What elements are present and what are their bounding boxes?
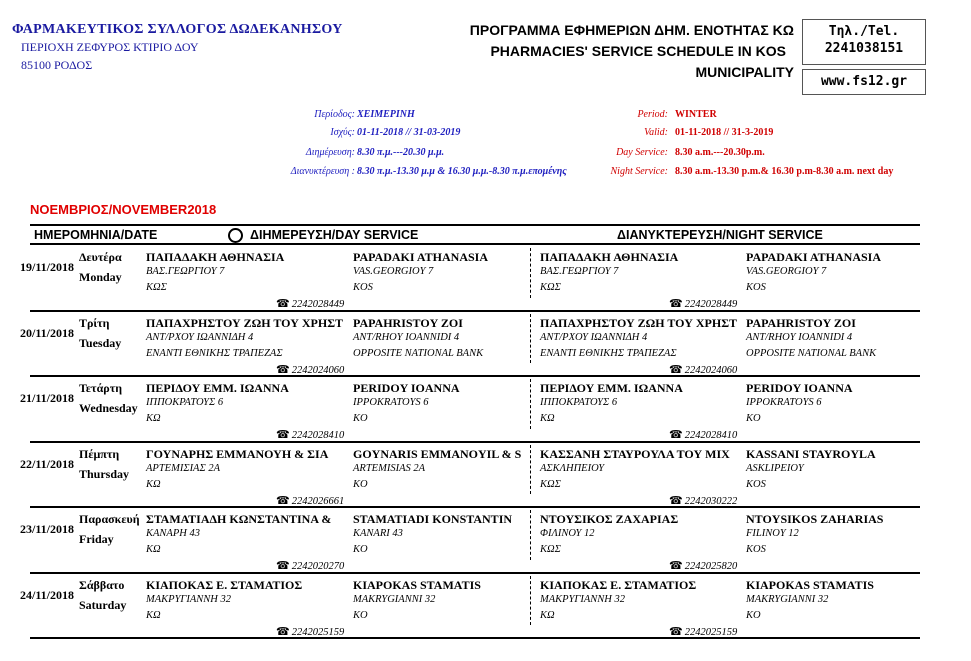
tel-label: Τηλ./Tel. — [828, 24, 900, 39]
night-pharmacy-phone — [669, 625, 737, 638]
night-pharmacy-address-gr: ΙΠΠΟΚΡΑΤΟΥΣ 6 — [540, 397, 618, 408]
header-date: ΗΜΕΡΟΜΗΝΙΑ/DATE — [34, 228, 158, 242]
phone-number: 2242028410 — [291, 430, 345, 441]
phone-icon: ☎ — [276, 429, 290, 441]
row-date: 22/11/2018 — [20, 456, 75, 471]
night-pharmacy-city-gr: ΚΩ — [540, 413, 555, 424]
phone-number: 2242024060 — [291, 364, 345, 376]
night-pharmacy-name-en: NTOYSIKOS ZAHARIAS — [746, 512, 884, 526]
period-gr-value: 01-11-2018 // 31-03-2019 — [357, 127, 461, 138]
night-pharmacy-phone — [669, 559, 737, 572]
night-pharmacy-name-gr: ΚΙΑΠΟΚΑΣ Ε. ΣΤΑΜΑΤΙΟΣ — [540, 577, 697, 592]
day-pharmacy-name-en: KIAPOKAS STAMATIS — [353, 577, 481, 592]
night-pharmacy-address-en: FILINOY 12 — [746, 528, 799, 539]
row-day-en: Saturday — [79, 597, 127, 612]
night-pharmacy-name-en: PAPADAKI ATHANASIA — [746, 250, 882, 264]
phone-number: 2242025159 — [684, 626, 738, 638]
phone-icon: ☎ — [276, 363, 290, 376]
day-pharmacy-city-gr: ΕΝΑΝΤΙ ΕΘΝΙΚΗΣ ΤΡΑΠΕΖΑΣ — [146, 347, 283, 359]
circle-icon — [228, 228, 243, 243]
period-gr-label: Ισχύς: — [330, 127, 355, 138]
row-day-gr: Σάββατο — [79, 577, 125, 592]
night-pharmacy-name-en: PERIDOY IOANNA — [746, 381, 853, 395]
night-pharmacy-city-en: KOS — [746, 478, 766, 490]
day-pharmacy-name-en: PERIDOY IOANNA — [353, 381, 460, 395]
org-name: ΦΑΡΜΑΚΕΥΤΙΚΟΣ ΣΥΛΛΟΓΟΣ ΔΩΔΕΚΑΝΗΣΟΥ — [12, 22, 343, 37]
day-pharmacy-phone — [276, 363, 344, 376]
night-pharmacy-phone — [669, 494, 737, 507]
day-pharmacy-address-en: VAS.GEORGIOY 7 — [353, 266, 434, 277]
phone-number: 2242028449 — [291, 299, 345, 310]
period-gr-value: 8.30 π.μ.---20.30 μ.μ. — [357, 147, 445, 158]
row-day-gr: Πέμπτη — [79, 446, 120, 461]
service-separator — [530, 248, 531, 298]
row-divider — [30, 375, 920, 377]
night-pharmacy-city-en: OPPOSITE NATIONAL BANK — [746, 347, 877, 359]
period-gr-label: Διημέρευση: — [305, 147, 355, 158]
day-pharmacy-name-en: GOYNARIS EMMANOYIL & S — [353, 446, 522, 461]
phone-number: 2242024060 — [684, 364, 738, 376]
night-pharmacy-address-en: VAS.GEORGIOY 7 — [746, 266, 827, 277]
phone-icon: ☎ — [276, 494, 290, 507]
day-pharmacy-city-en: KO — [353, 478, 368, 490]
phone-icon: ☎ — [669, 494, 683, 507]
phone-icon: ☎ — [669, 298, 683, 310]
title-line3: MUNICIPALITY — [695, 64, 794, 80]
row-day-en: Tuesday — [79, 335, 122, 350]
night-pharmacy-address-gr: ΦΙΛΙΝΟΥ 12 — [540, 528, 595, 539]
period-en-label: Day Service: — [616, 147, 668, 158]
night-pharmacy-address-en: ASKLIPEIOY — [746, 462, 804, 474]
row-date: 24/11/2018 — [20, 587, 75, 602]
night-pharmacy-city-gr: ΚΩΣ — [540, 478, 561, 490]
night-pharmacy-name-en: KIAPOKAS STAMATIS — [746, 577, 874, 592]
day-pharmacy-city-en: KO — [353, 544, 368, 555]
day-pharmacy-city-gr: ΚΩ — [146, 609, 161, 621]
day-pharmacy-city-gr: ΚΩΣ — [146, 282, 167, 293]
day-pharmacy-address-gr: ΚΑΝΑΡΗ 43 — [146, 528, 200, 539]
day-pharmacy-city-en: KO — [353, 609, 368, 621]
org-address: ΠΕΡΙΟΧΗ ΖΕΦΥΡΟΣ ΚΤΙΡΙΟ ΔΟΥ — [21, 40, 199, 54]
night-pharmacy-city-gr: ΚΩΣ — [540, 544, 561, 555]
night-pharmacy-name-en: KASSANI STAYROYLA — [746, 446, 876, 461]
day-pharmacy-name-en: PAPADAKI ATHANASIA — [353, 250, 489, 264]
period-gr-value: 8.30 π.μ.-13.30 μ.μ & 16.30 μ.μ.-8.30 π.μ.επομένης — [357, 166, 567, 177]
row-divider — [30, 506, 920, 508]
day-pharmacy-address-en: ANT/RHOY IOANNIDI 4 — [353, 331, 460, 343]
phone-number: 2242025820 — [684, 561, 738, 572]
row-divider — [30, 637, 920, 639]
phone-icon: ☎ — [276, 625, 290, 638]
header-bottom-rule — [30, 243, 920, 245]
tel-number: 2241038151 — [824, 41, 904, 56]
night-pharmacy-address-en: MAKRYGIANNI 32 — [746, 593, 829, 605]
website-link[interactable]: www.fs12.gr — [802, 69, 926, 95]
day-pharmacy-name-gr: ΠΑΠΑΔΑΚΗ ΑΘΗΝΑΣΙΑ — [146, 250, 285, 264]
service-separator — [530, 576, 531, 626]
day-pharmacy-name-gr: ΠΕΡΙΔΟΥ ΕΜΜ. ΙΩΑΝΝΑ — [146, 381, 289, 395]
header-day-service: ΔΙΗΜΕΡΕΥΣΗ/DAY SERVICE — [250, 228, 419, 242]
night-pharmacy-name-gr: ΠΕΡΙΔΟΥ ΕΜΜ. ΙΩΑΝΝΑ — [540, 381, 683, 395]
night-pharmacy-city-gr: ΚΩ — [540, 609, 555, 621]
month-title: ΝΟΕΜΒΡΙΟΣ/NOVEMBER2018 — [30, 202, 217, 217]
row-day-en: Thursday — [79, 466, 130, 481]
row-day-gr: Παρασκευή — [79, 512, 140, 526]
phone-icon: ☎ — [276, 298, 290, 310]
day-pharmacy-city-en: OPPOSITE NATIONAL BANK — [353, 347, 484, 359]
row-date: 21/11/2018 — [20, 391, 75, 405]
night-pharmacy-address-en: IPPOKRATOYS 6 — [746, 397, 822, 408]
day-pharmacy-name-gr: ΠΑΠΑΧΡΗΣΤΟΥ ΖΩΗ ΤΟΥ ΧΡΗΣΤ — [146, 315, 344, 330]
night-pharmacy-name-gr: ΝΤΟΥΣΙΚΟΣ ΖΑΧΑΡΙΑΣ — [540, 512, 679, 526]
row-divider — [30, 572, 920, 574]
period-gr-value: ΧΕΙΜΕΡΙΝΗ — [357, 109, 415, 120]
row-day-gr: Τρίτη — [79, 315, 110, 330]
period-en-value: 8.30 a.m.---20.30p.m. — [675, 147, 765, 158]
service-separator — [530, 510, 531, 560]
day-pharmacy-phone — [276, 559, 344, 572]
phone-number: 2242028410 — [684, 430, 738, 441]
service-separator — [530, 379, 531, 429]
night-pharmacy-name-gr: ΚΑΣΣΑΝΗ ΣΤΑΥΡΟΥΛΑ ΤΟΥ ΜΙΧ — [540, 446, 730, 461]
day-pharmacy-city-gr: ΚΩ — [146, 544, 161, 555]
day-pharmacy-address-en: MAKRYGIANNI 32 — [353, 593, 436, 605]
night-pharmacy-city-en: KOS — [746, 282, 766, 293]
day-pharmacy-city-en: KOS — [353, 282, 373, 293]
row-date: 20/11/2018 — [20, 325, 75, 340]
row-day-gr: Δευτέρα — [79, 250, 122, 264]
phone-icon: ☎ — [669, 560, 683, 572]
row-date: 23/11/2018 — [20, 522, 75, 536]
row-date: 19/11/2018 — [20, 260, 75, 274]
title-line2: PHARMACIES' SERVICE SCHEDULE IN KOS — [490, 43, 786, 59]
day-pharmacy-city-gr: ΚΩ — [146, 413, 161, 424]
day-pharmacy-address-gr: ΒΑΣ.ΓΕΩΡΓΙΟΥ 7 — [146, 266, 225, 277]
night-pharmacy-city-en: KOS — [746, 544, 766, 555]
night-pharmacy-city-gr: ΕΝΑΝΤΙ ΕΘΝΙΚΗΣ ΤΡΑΠΕΖΑΣ — [540, 347, 677, 359]
night-pharmacy-address-gr: ΜΑΚΡΥΓΙΑΝΝΗ 32 — [540, 593, 626, 605]
day-pharmacy-name-gr: ΓΟΥΝΑΡΗΣ ΕΜΜΑΝΟΥΗ & ΣΙΑ — [146, 446, 329, 461]
period-gr-label: Περίοδος: — [314, 109, 355, 120]
day-pharmacy-city-gr: ΚΩ — [146, 478, 161, 490]
night-pharmacy-phone — [669, 428, 737, 441]
period-en-label: Night Service: — [610, 166, 668, 177]
night-pharmacy-city-en: KO — [746, 609, 761, 621]
phone-number: 2242030222 — [684, 495, 738, 507]
day-pharmacy-address-gr: ΑΝΤ/ΡΧΟΥ ΙΩΑΝΝΙΔΗ 4 — [146, 331, 254, 343]
night-pharmacy-name-gr: ΠΑΠΑΧΡΗΣΤΟΥ ΖΩΗ ΤΟΥ ΧΡΗΣΤ — [540, 315, 738, 330]
header-top-rule — [30, 224, 920, 226]
period-en-label: Period: — [637, 109, 668, 120]
period-en-value: 8.30 a.m.-13.30 p.m.& 16.30 p.m-8.30 a.m. next day — [675, 166, 894, 177]
row-day-en: Monday — [79, 270, 122, 284]
night-pharmacy-address-gr: ΒΑΣ.ΓΕΩΡΓΙΟΥ 7 — [540, 266, 619, 277]
day-pharmacy-phone — [276, 297, 344, 310]
night-pharmacy-name-en: PAPAHRISTOY ZOI — [746, 315, 856, 330]
service-separator — [530, 445, 531, 495]
phone-number: 2242020270 — [291, 561, 345, 572]
org-postcode: 85100 ΡΟΔΟΣ — [21, 58, 93, 72]
title-line1: ΠΡΟΓΡΑΜΜΑ ΕΦΗΜΕΡΙΩΝ ΔΗΜ. ΕΝΟΤΗΤΑΣ ΚΩ — [469, 22, 794, 38]
night-pharmacy-city-gr: ΚΩΣ — [540, 282, 561, 293]
day-pharmacy-phone — [276, 625, 344, 638]
tel-box — [802, 19, 926, 65]
night-pharmacy-address-gr: ΑΣΚΛΗΠΕΙΟΥ — [540, 462, 605, 474]
day-pharmacy-name-gr: ΣΤΑΜΑΤΙΑΔΗ ΚΩΝΣΤΑΝΤΙΝΑ & — [146, 512, 332, 526]
night-pharmacy-address-gr: ΑΝΤ/ΡΧΟΥ ΙΩΑΝΝΙΔΗ 4 — [540, 331, 648, 343]
day-pharmacy-city-en: KO — [353, 413, 368, 424]
phone-number: 2242026661 — [291, 495, 345, 507]
row-day-en: Friday — [79, 532, 114, 546]
row-divider — [30, 310, 920, 312]
day-pharmacy-address-gr: ΜΑΚΡΥΓΙΑΝΝΗ 32 — [146, 593, 232, 605]
phone-icon: ☎ — [669, 625, 683, 638]
phone-icon: ☎ — [669, 429, 683, 441]
day-pharmacy-address-gr: ΑΡΤΕΜΙΣΙΑΣ 2Α — [146, 462, 221, 474]
period-gr-label: Διανυκτέρευση : — [290, 166, 355, 177]
day-pharmacy-name-en: PAPAHRISTOY ZOI — [353, 315, 463, 330]
night-pharmacy-phone — [669, 297, 737, 310]
period-en-label: Valid: — [644, 127, 668, 138]
night-pharmacy-name-gr: ΠΑΠΑΔΑΚΗ ΑΘΗΝΑΣΙΑ — [540, 250, 679, 264]
day-pharmacy-name-en: STAMATIADI KONSTANTIN — [353, 512, 513, 526]
phone-number: 2242025159 — [291, 626, 345, 638]
day-pharmacy-phone — [276, 428, 344, 441]
day-pharmacy-name-gr: ΚΙΑΠΟΚΑΣ Ε. ΣΤΑΜΑΤΙΟΣ — [146, 577, 303, 592]
row-day-en: Wednesday — [79, 401, 138, 415]
period-en-value: 01-11-2018 // 31-3-2019 — [675, 127, 774, 138]
day-pharmacy-address-en: ARTEMISIAS 2A — [353, 462, 426, 474]
period-en-value: WINTER — [675, 109, 717, 120]
header-night-service: ΔΙΑΝΥΚΤΕΡΕΥΣΗ/NIGHT SERVICE — [617, 228, 823, 242]
phone-number: 2242028449 — [684, 299, 738, 310]
row-divider — [30, 441, 920, 443]
day-pharmacy-address-en: KANARI 43 — [353, 528, 403, 539]
service-separator — [530, 314, 531, 364]
day-pharmacy-phone — [276, 494, 344, 507]
phone-icon: ☎ — [669, 363, 683, 376]
night-pharmacy-city-en: KO — [746, 413, 761, 424]
day-pharmacy-address-gr: ΙΠΠΟΚΡΑΤΟΥΣ 6 — [146, 397, 224, 408]
day-pharmacy-address-en: IPPOKRATOYS 6 — [353, 397, 429, 408]
phone-icon: ☎ — [276, 560, 290, 572]
night-pharmacy-phone — [669, 363, 737, 376]
night-pharmacy-address-en: ANT/RHOY IOANNIDI 4 — [746, 331, 853, 343]
row-day-gr: Τετάρτη — [79, 381, 123, 395]
